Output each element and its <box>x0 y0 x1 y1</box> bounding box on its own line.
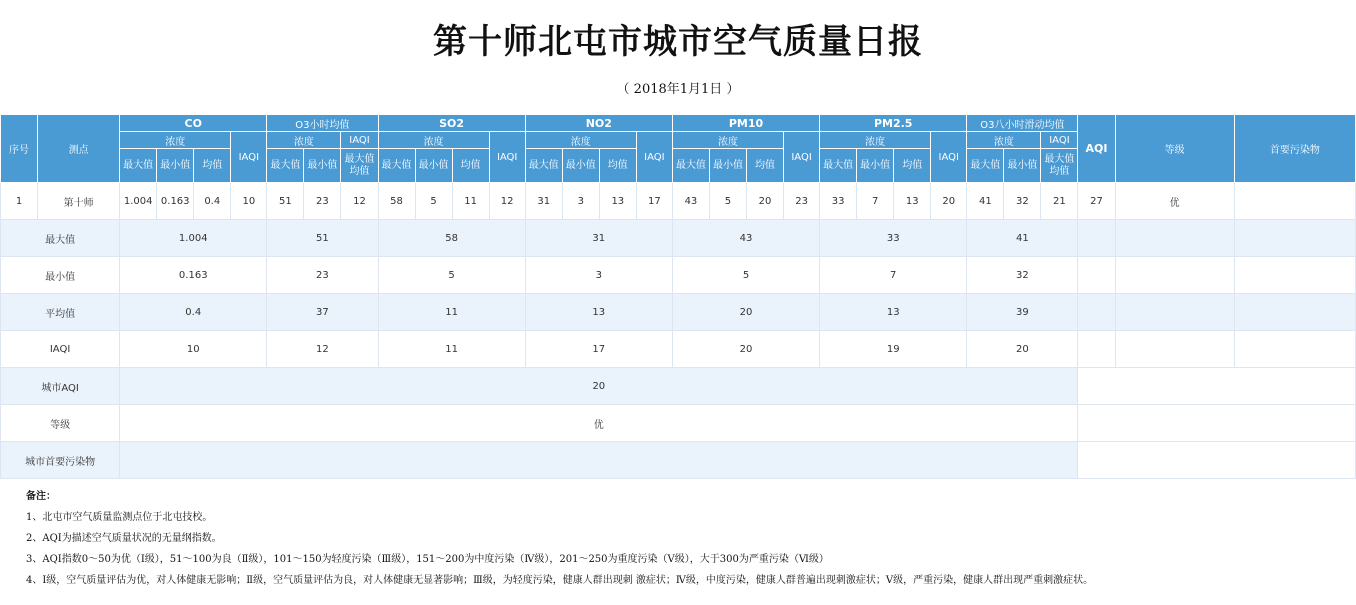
cell-co-iaqi: 10 <box>231 183 267 220</box>
city-aqi-value: 20 <box>120 368 1078 405</box>
header-pm10: PM10 <box>672 115 819 132</box>
header-min: 最小值 <box>304 149 341 183</box>
summary-row-avg <box>1 294 1356 331</box>
summary-pm10: 20 <box>672 294 819 331</box>
header-min: 最小值 <box>415 149 452 183</box>
cell-pm25-avg: 13 <box>894 183 931 220</box>
city-row-blank <box>1078 368 1356 405</box>
city-pollutant-row <box>1 442 1356 479</box>
header-iaqi: IAQI <box>784 132 820 183</box>
header-so2: SO2 <box>378 115 525 132</box>
header-iaqi: IAQI <box>489 132 525 183</box>
header-iaqi: IAQI <box>1041 132 1078 149</box>
summary-label: 平均值 <box>1 294 120 331</box>
header-min: 最小值 <box>1004 149 1041 183</box>
header-min: 最小值 <box>157 149 194 183</box>
cell-aqi: 27 <box>1078 183 1115 220</box>
cell-no2-avg: 13 <box>599 183 636 220</box>
summary-co: 0.163 <box>120 257 267 294</box>
summary-o3-hour: 12 <box>267 331 378 368</box>
summary-empty-cell <box>1115 257 1234 294</box>
summary-empty-cell <box>1078 257 1115 294</box>
cell-pm25-iaqi: 20 <box>931 183 967 220</box>
summary-pm25: 13 <box>820 294 967 331</box>
summary-pm25: 19 <box>820 331 967 368</box>
cell-so2-max: 58 <box>378 183 415 220</box>
header-avg: 均值 <box>452 149 489 183</box>
header-max: 最大值 <box>378 149 415 183</box>
header-concentration: 浓度 <box>120 132 231 149</box>
summary-empty-cell <box>1234 331 1355 368</box>
header-iaqi: IAQI <box>341 132 378 149</box>
header-avg: 均值 <box>894 149 931 183</box>
header-o3-8h: O3八小时滑动均值 <box>967 115 1078 132</box>
summary-row-iaqi <box>1 331 1356 368</box>
summary-co: 0.4 <box>120 294 267 331</box>
summary-empty-cell <box>1115 220 1234 257</box>
header-aqi: AQI <box>1078 115 1115 183</box>
header-seq: 序号 <box>1 115 38 183</box>
cell-so2-iaqi: 12 <box>489 183 525 220</box>
header-concentration: 浓度 <box>672 132 783 149</box>
summary-co: 1.004 <box>120 220 267 257</box>
header-max: 最大值 <box>672 149 709 183</box>
summary-o3-hour: 37 <box>267 294 378 331</box>
summary-o3-8h: 41 <box>967 220 1078 257</box>
header-avg: 均值 <box>747 149 784 183</box>
header-concentration: 浓度 <box>525 132 636 149</box>
cell-o38h-max: 41 <box>967 183 1004 220</box>
header-min: 最小值 <box>709 149 746 183</box>
city-grade-row <box>1 405 1356 442</box>
header-iaqi: IAQI <box>231 132 267 183</box>
cell-o3h-max: 51 <box>267 183 304 220</box>
summary-o3-hour: 51 <box>267 220 378 257</box>
note-item: 4、Ⅰ级，空气质量评估为优，对人体健康无影响；Ⅱ级，空气质量评估为良，对人体健康无显著影响；Ⅲ级，为轻度污染，健康人群出现刺 激症状；Ⅳ级，中度污染，健康人群普遍出现刺激症状；Ⅴ级，严重污染，健康人群出现严重刺激症状。 <box>26 575 1094 586</box>
summary-empty-cell <box>1115 331 1234 368</box>
station-row <box>1 183 1356 220</box>
summary-pm10: 20 <box>672 331 819 368</box>
summary-label: 最大值 <box>1 220 120 257</box>
summary-empty-cell <box>1234 220 1355 257</box>
summary-co: 10 <box>120 331 267 368</box>
summary-empty-cell <box>1078 331 1115 368</box>
header-iaqi: IAQI <box>931 132 967 183</box>
summary-o3-8h: 20 <box>967 331 1078 368</box>
cell-grade: 优 <box>1115 183 1234 220</box>
summary-so2: 58 <box>378 220 525 257</box>
summary-empty-cell <box>1078 294 1115 331</box>
city-row-label: 等级 <box>1 405 120 442</box>
cell-seq: 1 <box>1 183 38 220</box>
summary-o3-8h: 32 <box>967 257 1078 294</box>
summary-empty-cell <box>1078 220 1115 257</box>
city-row-blank <box>1078 442 1356 479</box>
summary-o3-8h: 39 <box>967 294 1078 331</box>
header-co: CO <box>120 115 267 132</box>
header-concentration: 浓度 <box>267 132 341 149</box>
cell-primary-pollutant <box>1234 183 1355 220</box>
header-no2: NO2 <box>525 115 672 132</box>
summary-row-max <box>1 220 1356 257</box>
header-avg: 均值 <box>599 149 636 183</box>
summary-empty-cell <box>1234 257 1355 294</box>
header-max: 最大值 <box>267 149 304 183</box>
cell-so2-avg: 11 <box>452 183 489 220</box>
cell-co-max: 1.004 <box>120 183 157 220</box>
cell-pm10-iaqi: 23 <box>784 183 820 220</box>
summary-no2: 13 <box>525 294 672 331</box>
header-min: 最小值 <box>857 149 894 183</box>
summary-pm25: 7 <box>820 257 967 294</box>
cell-pm10-min: 5 <box>709 183 746 220</box>
header-primary-pollutant: 首要污染物 <box>1234 115 1355 183</box>
city-aqi-row <box>1 368 1356 405</box>
report-date: （ 2018年1月1日 ） <box>616 82 740 97</box>
header-max: 最大值 <box>820 149 857 183</box>
summary-empty-cell <box>1115 294 1234 331</box>
summary-label: IAQI <box>1 331 120 368</box>
page-title: 第十师北屯市城市空气质量日报 <box>433 22 923 62</box>
header-max: 最大值 <box>967 149 1004 183</box>
cell-pm25-max: 33 <box>820 183 857 220</box>
city-row-label: 城市首要污染物 <box>1 442 120 479</box>
city-row-blank <box>1078 405 1356 442</box>
header-concentration: 浓度 <box>967 132 1041 149</box>
header-avg: 均值 <box>194 149 231 183</box>
notes-section <box>26 486 1346 591</box>
header-o3-hour: O3小时均值 <box>267 115 378 132</box>
header-grade: 等级 <box>1115 115 1234 183</box>
summary-o3-hour: 23 <box>267 257 378 294</box>
city-row-label: 城市AQI <box>1 368 120 405</box>
cell-station: 第十师 <box>38 183 120 220</box>
header-max-avg: 最大值均值 <box>341 149 378 183</box>
cell-co-min: 0.163 <box>157 183 194 220</box>
cell-o38h-min: 32 <box>1004 183 1041 220</box>
summary-empty-cell <box>1234 294 1355 331</box>
city-grade-value: 优 <box>120 405 1078 442</box>
header-max: 最大值 <box>525 149 562 183</box>
cell-so2-min: 5 <box>415 183 452 220</box>
summary-pm25: 33 <box>820 220 967 257</box>
header-station: 测点 <box>38 115 120 183</box>
cell-o3h-min: 23 <box>304 183 341 220</box>
note-item: 1、北屯市空气质量监测点位于北屯技校。 <box>26 512 213 523</box>
note-item: 2、AQI为描述空气质量状况的无量纲指数。 <box>26 533 222 544</box>
summary-pm10: 5 <box>672 257 819 294</box>
notes-heading: 备注： <box>26 491 56 502</box>
header-max-avg: 最大值均值 <box>1041 149 1078 183</box>
header-concentration: 浓度 <box>378 132 489 149</box>
cell-pm10-max: 43 <box>672 183 709 220</box>
note-item: 3、AQI指数0～50为优（Ⅰ级），51～100为良（Ⅱ级），101～150为轻度污染（Ⅲ级），151～200为中度污染（Ⅳ级），201～250为重度污染（Ⅴ级），大于300为严重污染（Ⅵ级） <box>26 554 829 565</box>
cell-no2-max: 31 <box>525 183 562 220</box>
city-pollutant-value <box>120 442 1078 479</box>
header-min: 最小值 <box>562 149 599 183</box>
summary-so2: 11 <box>378 294 525 331</box>
cell-o3h-iaqi: 12 <box>341 183 378 220</box>
header-concentration: 浓度 <box>820 132 931 149</box>
summary-no2: 31 <box>525 220 672 257</box>
summary-pm10: 43 <box>672 220 819 257</box>
summary-label: 最小值 <box>1 257 120 294</box>
cell-pm10-avg: 20 <box>747 183 784 220</box>
summary-no2: 3 <box>525 257 672 294</box>
header-pm25: PM2.5 <box>820 115 967 132</box>
air-quality-table <box>0 114 1356 479</box>
cell-no2-iaqi: 17 <box>636 183 672 220</box>
cell-no2-min: 3 <box>562 183 599 220</box>
summary-so2: 11 <box>378 331 525 368</box>
header-iaqi: IAQI <box>636 132 672 183</box>
cell-co-avg: 0.4 <box>194 183 231 220</box>
summary-no2: 17 <box>525 331 672 368</box>
summary-row-min <box>1 257 1356 294</box>
header-max: 最大值 <box>120 149 157 183</box>
summary-so2: 5 <box>378 257 525 294</box>
cell-pm25-min: 7 <box>857 183 894 220</box>
cell-o38h-iaqi: 21 <box>1041 183 1078 220</box>
